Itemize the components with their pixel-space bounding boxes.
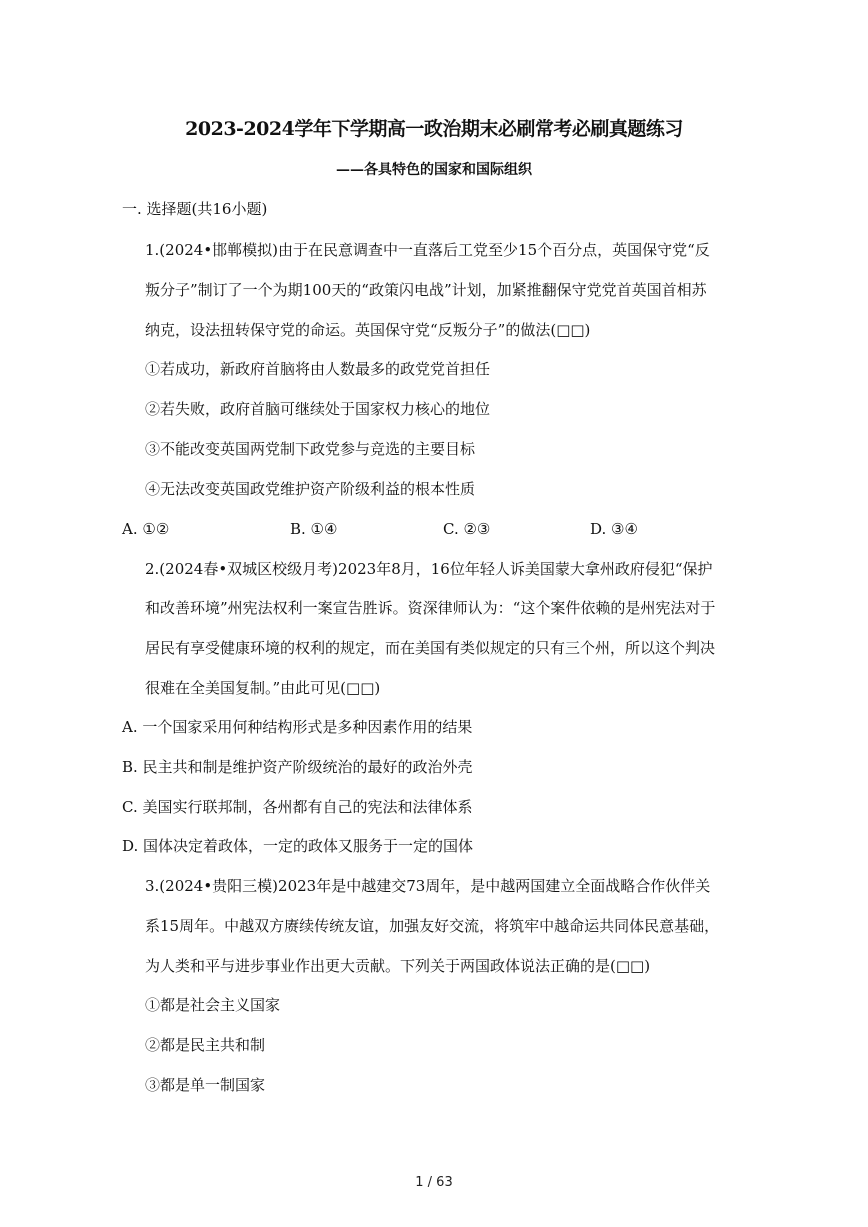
section-heading: 一. 选择题(共16小题) — [122, 200, 268, 218]
q1-item-4: ④无法改变英国政党维护资产阶级利益的根本性质 — [145, 480, 476, 498]
q1-option-a: A. ①② — [122, 520, 170, 538]
q2-stem-line-2: 和改善环境”州宪法权利一案宣告胜诉。资深律师认为：“这个案件依赖的是州宪法对于 — [145, 599, 716, 617]
q3-item-1: ①都是社会主义国家 — [145, 996, 281, 1014]
q2-stem-line-3: 居民有享受健康环境的权利的规定，而在美国有类似规定的只有三个州，所以这个判决 — [145, 639, 716, 657]
q1-item-1: ①若成功，新政府首脑将由人数最多的政党党首担任 — [145, 360, 491, 378]
q1-option-d: D. ③④ — [590, 520, 638, 538]
q1-stem-line-2: 叛分子”制订了一个为期100天的“政策闪电战”计划，加紧推翻保守党党首英国首相苏 — [145, 281, 707, 299]
q1-stem-line-1: 1.(2024•邯郸模拟)由于在民意调查中一直落后工党至少15个百分点，英国保守党“反 — [145, 241, 710, 259]
q1-item-2: ②若失败，政府首脑可继续处于国家权力核心的地位 — [145, 400, 491, 418]
q1-stem-line-3: 纳克，设法扭转保守党的命运。英国保守党“反叛分子”的做法(□□) — [145, 321, 591, 339]
q3-stem-line-2: 系15周年。中越双方赓续传统友谊，加强友好交流，将筑牢中越命运共同体民意基础， — [145, 917, 720, 935]
q1-option-c: C. ②③ — [443, 520, 491, 538]
q2-option-d: D. 国体决定着政体，一定的政体又服务于一定的国体 — [122, 837, 474, 855]
page-number: 1 / 63 — [415, 1175, 453, 1190]
q3-stem-line-3: 为人类和平与进步事业作出更大贡献。下列关于两国政体说法正确的是(□□) — [145, 957, 651, 975]
q3-item-2: ②都是民主共和制 — [145, 1036, 266, 1054]
q1-item-3: ③不能改变英国两党制下政党参与竞选的主要目标 — [145, 440, 476, 458]
q2-option-b: B. 民主共和制是维护资产阶级统治的最好的政治外壳 — [122, 758, 473, 776]
q3-item-3: ③都是单一制国家 — [145, 1076, 266, 1094]
q3-stem-line-1: 3.(2024•贵阳三模)2023年是中越建交73周年，是中越两国建立全面战略合作伙伴关 — [145, 877, 711, 895]
q2-option-c: C. 美国实行联邦制，各州都有自己的宪法和法律体系 — [122, 798, 473, 816]
page-subtitle: ——各具特色的国家和国际组织 — [336, 162, 532, 178]
q2-stem-line-4: 很难在全美国复制。”由此可见(□□) — [145, 679, 381, 697]
q2-stem-line-1: 2.(2024春•双城区校级月考)2023年8月，16位年轻人诉美国蒙大拿州政府侵犯“保护 — [145, 560, 713, 578]
page-title: 2023-2024学年下学期高一政治期末必刷常考必刷真题练习 — [185, 118, 683, 140]
q2-option-a: A. 一个国家采用何种结构形式是多种因素作用的结果 — [122, 718, 473, 736]
q1-option-b: B. ①④ — [290, 520, 338, 538]
